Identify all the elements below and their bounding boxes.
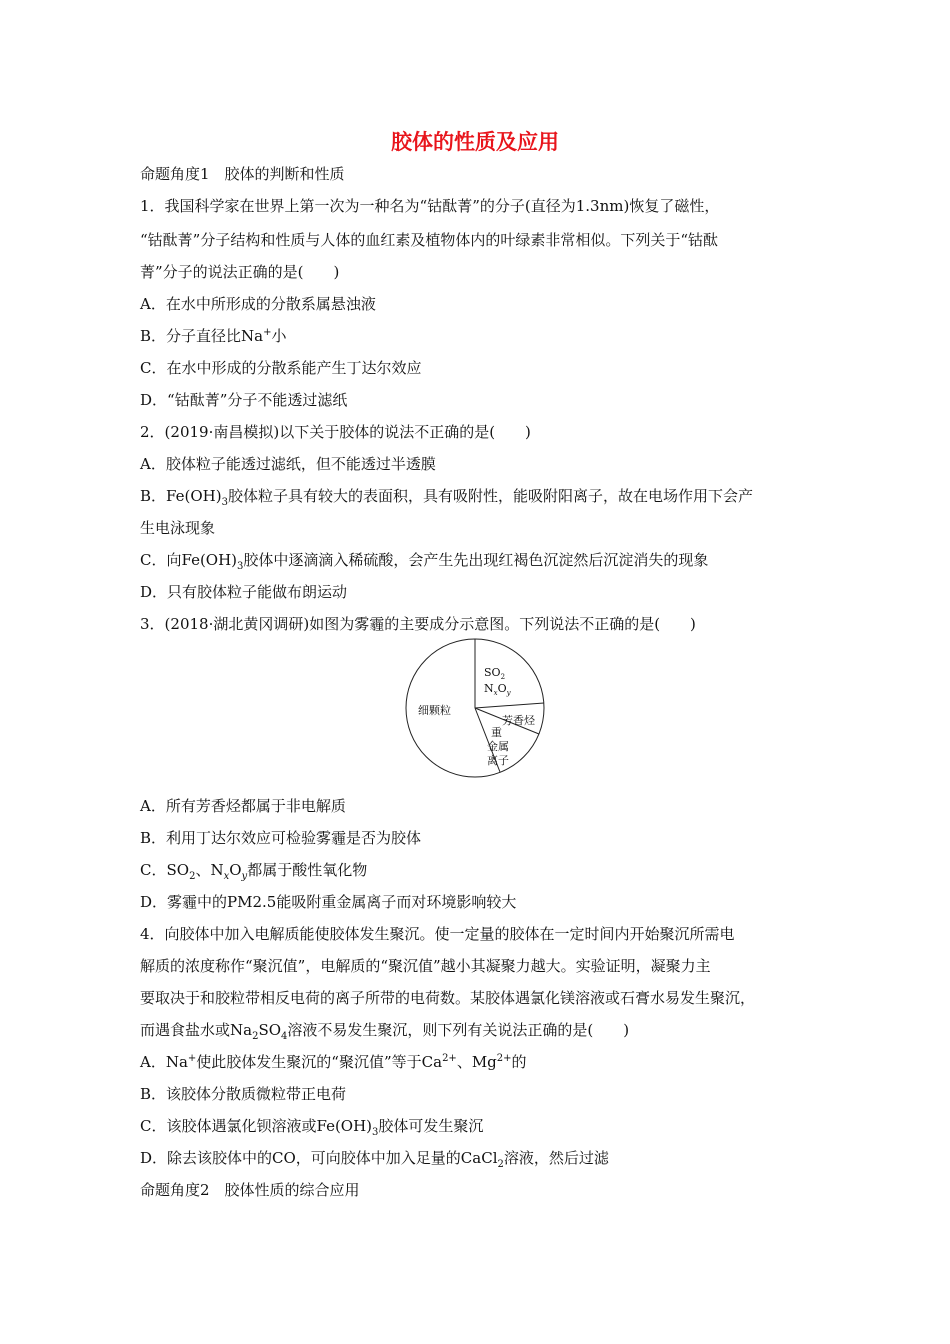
q1-stem-line2: “钴酞菁”分子结构和性质与人体的血红素及植物体内的叶绿素非常相似。下列关于“钴酞 [140,231,719,249]
pie-divider-right [475,703,544,708]
q2-stem: 2．(2019·南昌模拟)以下关于胶体的说法不正确的是( ) [140,423,531,441]
q2-option-c: C．向$Fe(OH)_3$胶体中逐滴滴入稀硫酸，会产生先出现红褐色沉淀然后沉淀消失的现象 [140,551,709,572]
q2-option-b-cont: 生电泳现象 [140,519,216,537]
q2-option-b: B．$Fe(OH)_3$胶体粒子具有较大的表面积，具有吸附性，能吸附阳离子，故在电场作用下会产 [140,487,753,508]
q1-option-b: B．分子直径比Na+小 [140,327,287,345]
haze-composition-pie [400,638,550,780]
q3-option-d: D．雾霾中的PM2.5能吸附重金属离子而对环境影响较大 [140,893,517,911]
q2-option-a: A．胶体粒子能透过滤纸，但不能透过半透膜 [140,455,436,473]
q3-option-c: C．$SO_2$、$N_xO_y$都属于酸性氧化物 [140,861,368,882]
label-heavy-line2: 金属 [487,740,509,753]
q1-option-c: C．在水中形成的分散系能产生丁达尔效应 [140,359,422,377]
section-heading-1: 命题角度1 胶体的判断和性质 [140,165,345,183]
q4-option-a: A．Na+使此胶体发生聚沉的“聚沉值”等于$Ca^{2+}$、$Mg^{2+}$的 [140,1053,527,1071]
q4-stem-line1: 4．向胶体中加入电解质能使胶体发生聚沉。使一定量的胶体在一定时间内开始聚沉所需电 [140,925,735,943]
q1-stem-line1: 1．我国科学家在世界上第一次为一种名为“钴酞菁”的分子(直径为1.3nm)恢复了磁性， [140,197,720,215]
q1-option-d: D．“钴酞菁”分子不能透过滤纸 [140,391,348,409]
q3-option-b: B．利用丁达尔效应可检验雾霾是否为胶体 [140,829,422,847]
q4-stem-line4: 而遇食盐水或$Na_2SO_4$溶液不易发生聚沉，则下列有关说法正确的是( ) [140,1021,630,1042]
label-aromatic-hydrocarbons: 芳香烃 [502,714,535,727]
q4-stem-line3: 要取决于和胶粒带相反电荷的离子所带的电荷数。某胶体遇氯化镁溶液或石膏水易发生聚沉， [140,989,756,1007]
label-nxoy: $N_xO_y$ [484,682,511,697]
q1-option-a: A．在水中所形成的分散系属悬浊液 [140,295,376,313]
q3-option-a: A．所有芳香烃都属于非电解质 [140,797,346,815]
q2-option-d: D．只有胶体粒子能做布朗运动 [140,583,348,601]
q4-option-c: C．该胶体遇氯化钡溶液或$Fe(OH)_3$胶体可发生聚沉 [140,1117,484,1138]
page-title: 胶体的性质及应用 [391,130,559,154]
label-so2: $SO_2$ [484,666,506,681]
q4-option-b: B．该胶体分散质微粒带正电荷 [140,1085,347,1103]
label-fine-particles: 细颗粒 [418,704,451,717]
label-heavy-line1: 重 [491,726,502,739]
q4-stem-line2: 解质的浓度称作“聚沉值”，电解质的“聚沉值”越小其凝聚力越大。实验证明，凝聚力主 [140,957,711,975]
label-heavy-line3: 离子 [487,754,509,767]
q1-stem-line3: 菁”分子的说法正确的是( ) [140,263,340,281]
q4-option-d: D．除去该胶体中的CO，可向胶体中加入足量的CaCl$_2$溶液，然后过滤 [140,1149,609,1170]
section-heading-2: 命题角度2 胶体性质的综合应用 [140,1181,360,1199]
q3-stem: 3．(2018·湖北黄冈调研)如图为雾霾的主要成分示意图。下列说法不正确的是( ) [140,615,696,633]
